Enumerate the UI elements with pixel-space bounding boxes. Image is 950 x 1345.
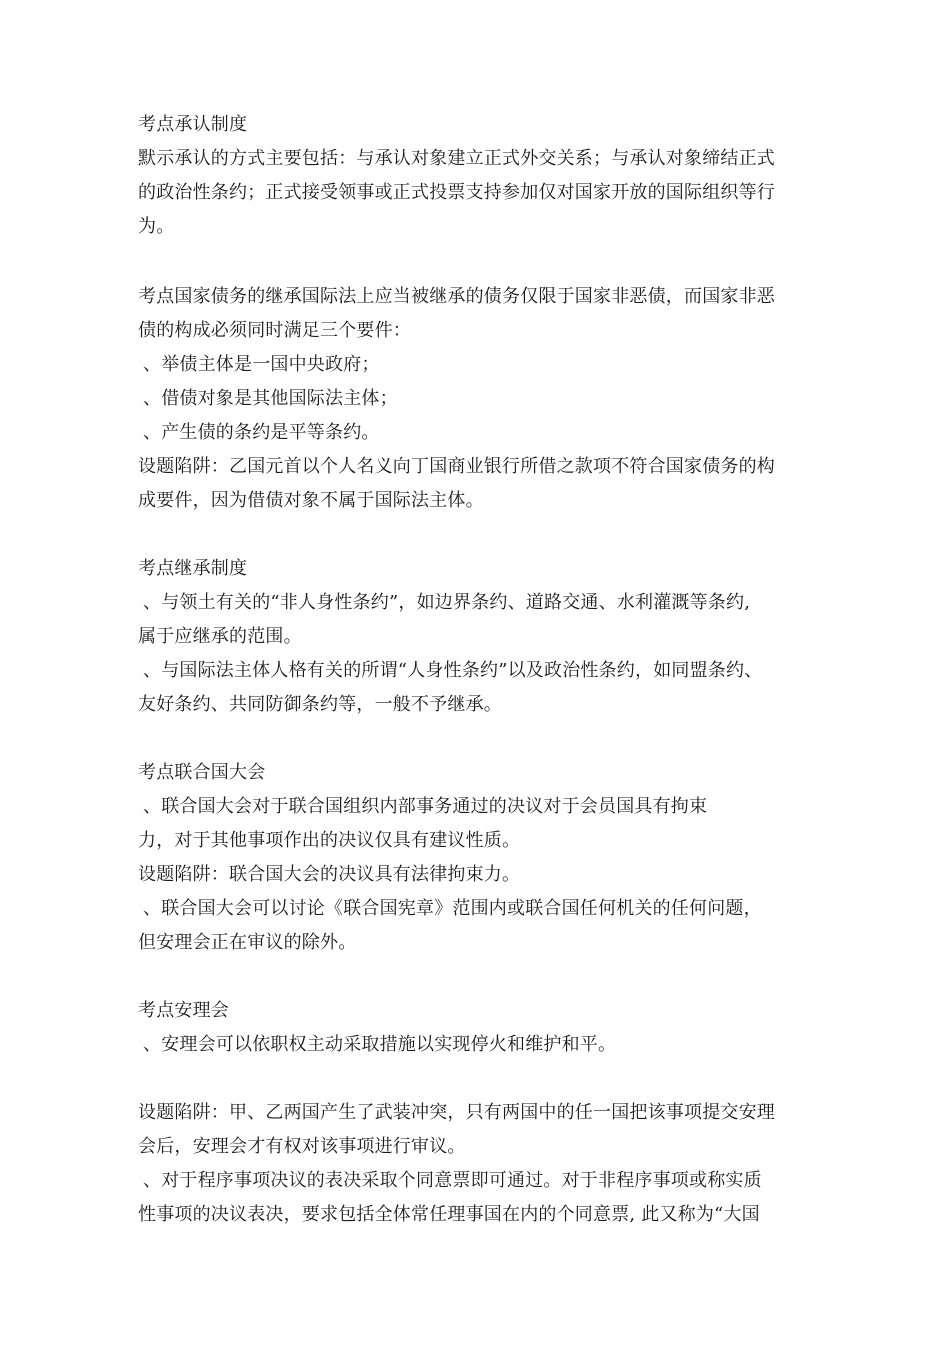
list-item: 、与国际法主体人格有关的所谓“人身性条约”以及政治性条约，如同盟条约、 [143, 660, 763, 681]
heading-general-assembly: 考点联合国大会 [138, 762, 266, 783]
list-item: 、联合国大会对于联合国组织内部事务通过的决议对于会员国具有拘束 [143, 796, 708, 817]
list-item: 、联合国大会可以讨论《联合国宪章》范围内或联合国任何机关的任何问题， [143, 898, 762, 919]
paragraph-line: 友好条约、共同防御条约等，一般不予继承。 [138, 694, 502, 715]
trap-note: 设题陷阱：甲、乙两国产生了武装冲突，只有两国中的任一国把该事项提交安理 [138, 1102, 775, 1123]
paragraph-line: 力，对于其他事项作出的决议仅具有建议性质。 [138, 830, 521, 851]
list-item: 、借债对象是其他国际法主体； [143, 388, 398, 409]
paragraph-line: 的政治性条约；正式接受领事或正式投票支持参加仅对国家开放的国际组织等行 [138, 182, 775, 203]
paragraph-line: 默示承认的方式主要包括：与承认对象建立正式外交关系；与承认对象缔结正式 [138, 148, 775, 169]
list-item: 、举债主体是一国中央政府； [143, 354, 380, 375]
list-item: 、对于程序事项决议的表决采取个同意票即可通过。对于非程序事项或称实质 [143, 1170, 762, 1191]
trap-note: 设题陷阱：乙国元首以个人名义向丁国商业银行所借之款项不符合国家债务的构 [138, 456, 775, 477]
paragraph-line: 会后，安理会才有权对该事项进行审议。 [138, 1136, 466, 1157]
paragraph-line: 但安理会正在审议的除外。 [138, 932, 357, 953]
list-item: 、安理会可以依职权主动采取措施以实现停火和维护和平。 [143, 1034, 617, 1055]
heading-succession: 考点继承制度 [138, 558, 248, 579]
paragraph-line: 为。 [138, 216, 175, 237]
heading-state-debt: 考点国家债务的继承国际法上应当被继承的债务仅限于国家非恶债，而国家非恶 [138, 286, 775, 307]
trap-note: 设题陷阱：联合国大会的决议具有法律拘束力。 [138, 864, 521, 885]
heading-security-council: 考点安理会 [138, 1000, 229, 1021]
paragraph-line: 债的构成必须同时满足三个要件： [138, 320, 411, 341]
paragraph-line: 属于应继承的范围。 [138, 626, 302, 647]
list-item: 、与领土有关的“非人身性条约”，如边界条约、道路交通、水利灌溉等条约, [143, 592, 751, 613]
paragraph-line: 性事项的决议表决，要求包括全体常任理事国在内的个同意票, 此又称为“大国 [138, 1204, 760, 1225]
paragraph-line: 成要件，因为借债对象不属于国际法主体。 [138, 490, 484, 511]
heading-recognition: 考点承认制度 [138, 114, 248, 135]
list-item: 、产生债的条约是平等条约。 [143, 422, 380, 443]
